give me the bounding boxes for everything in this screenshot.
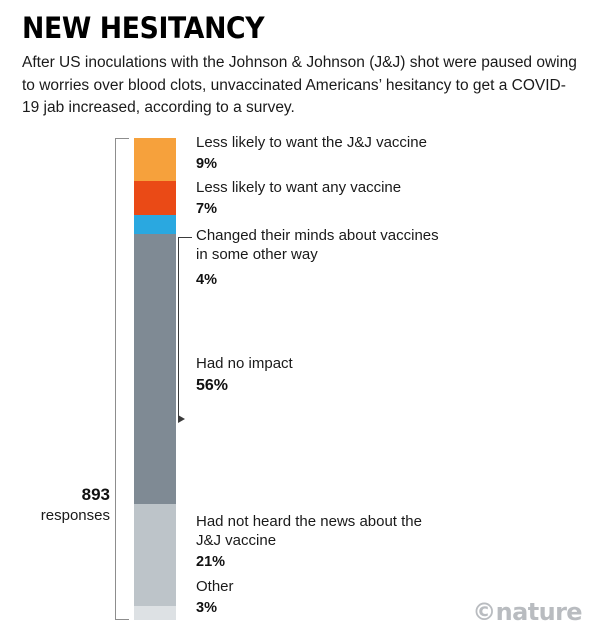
leader-line-changed-minds [178, 237, 192, 420]
segment-label-text: Had no impact [196, 355, 293, 372]
leader-arrow-changed-minds [178, 415, 185, 423]
responses-annotation [18, 484, 110, 526]
bar-segment-other [134, 606, 176, 620]
segment-label-any-vaccine [196, 179, 516, 218]
segment-value: 3% [196, 599, 217, 616]
segment-label-text: Had not heard the news about the J&J vaccine [196, 513, 422, 549]
bar-segment-changed-minds [134, 215, 176, 234]
nature-logo: ©nature [472, 598, 582, 626]
bar-bracket [115, 138, 129, 620]
segment-value: 7% [196, 200, 217, 217]
responses-label: responses [40, 507, 110, 525]
segment-label-jj-vaccine [196, 134, 516, 173]
segment-label-changed-minds [196, 227, 446, 289]
segment-label-text: Other [196, 578, 234, 595]
stacked-bar-chart [0, 132, 600, 626]
segment-value: 21% [196, 553, 226, 570]
page-title: NEW HESITANCY [22, 11, 265, 45]
bar-segment-any-vaccine [134, 181, 176, 215]
segment-value: 9% [196, 155, 217, 172]
segment-label-no-impact [196, 355, 516, 396]
segment-value: 56% [196, 376, 229, 394]
standfirst-text: After US inoculations with the Johnson & Johnson (J&J) shot were paused owing to worries over blood clots, unvaccinated Americans’ hesitancy to get a COVID-19 jab increased, according to a survey. [22, 54, 577, 117]
bar-segment-not-heard [134, 504, 176, 605]
segment-label-text: Changed their minds about vaccines in some other way [196, 227, 439, 263]
responses-count: 893 [81, 485, 110, 504]
bar-segment-no-impact [134, 234, 176, 504]
segment-label-other [196, 578, 516, 617]
bar-segment-jj-vaccine [134, 138, 176, 181]
segment-value: 4% [196, 271, 217, 288]
stacked-bar [134, 138, 176, 620]
segment-label-text: Less likely to want any vaccine [196, 179, 402, 196]
segment-label-not-heard [196, 513, 426, 571]
segment-label-text: Less likely to want the J&J vaccine [196, 134, 427, 151]
